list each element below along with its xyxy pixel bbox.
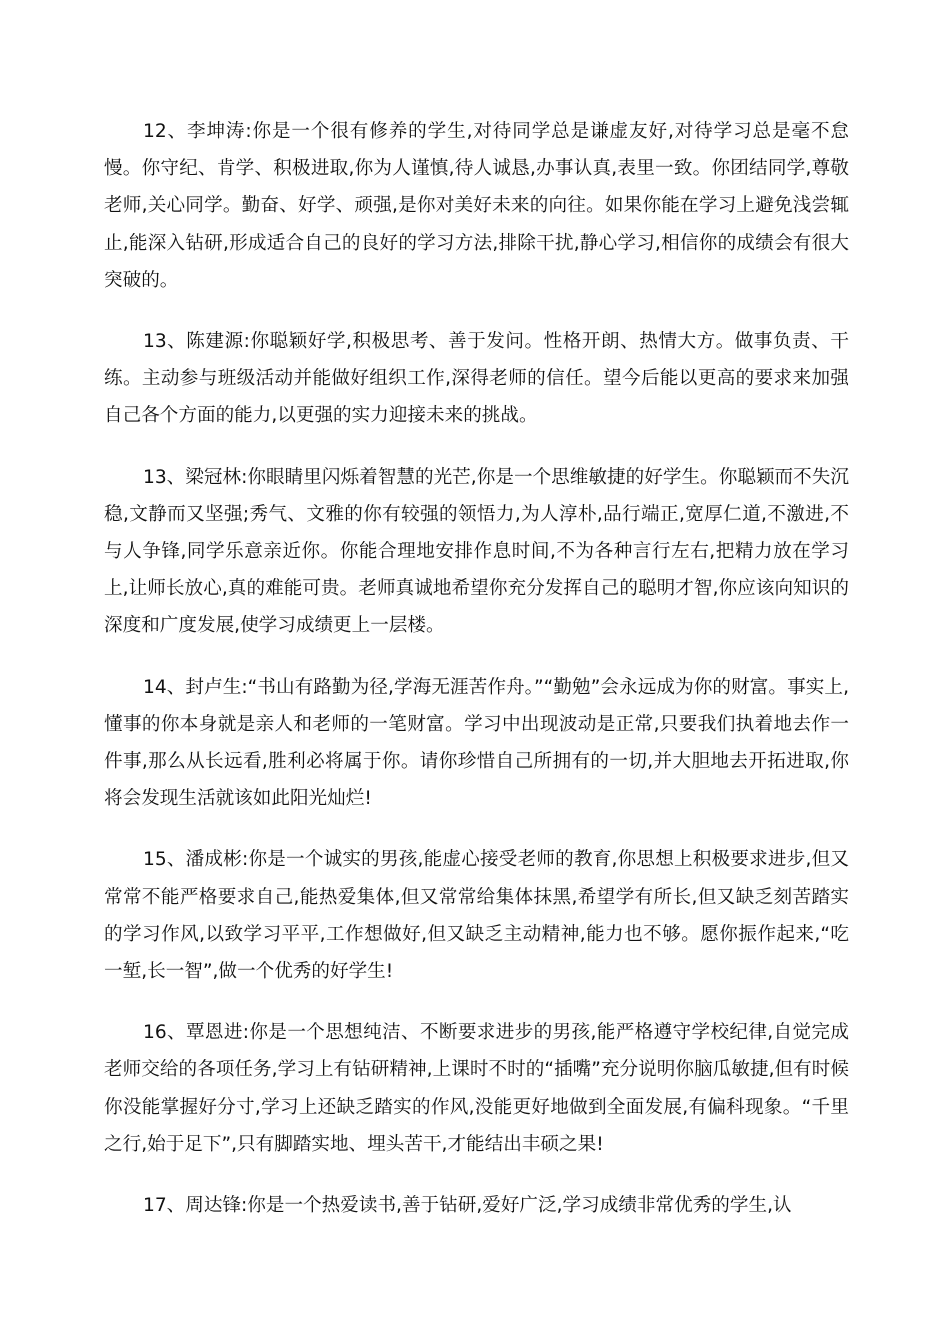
comment-paragraph-chen-jianyuan: 13、陈建源:你聪颖好学,积极思考、善于发问。性格开朗、热情大方。做事负责、干练。主动参与班级活动并能做好组织工作,深得老师的信任。望今后能以更高的要求来加强自己各个方面的能力,以更强的实力迎接未来的挑战。 (104, 331, 849, 427)
comment-paragraph-liang-guanlin: 13、梁冠林:你眼睛里闪烁着智慧的光芒,你是一个思维敏捷的好学生。你聪颖而不失沉稳,文静而又坚强;秀气、文雅的你有较强的领悟力,为人淳朴,品行端正,宽厚仁道,不激进,不与人争锋,同学乐意亲近你。你能合理地安排作息时间,不为各种言行左右,把精力放在学习上,让师长放心,真的难能可贵。老师真诚地希望你充分发挥自己的聪明才智,你应该向知识的深度和广度发展,使学习成绩更上一层楼。 (104, 466, 849, 637)
comment-paragraph-pan-chengbin: 15、潘成彬:你是一个诚实的男孩,能虚心接受老师的教育,你思想上积极要求进步,但又常常不能严格要求自己,能热爱集体,但又常常给集体抹黑,希望学有所长,但又缺乏刻苦踏实的学习作风,以致学习平平,工作想做好,但又缺乏主动精神,能力也不够。愿你振作起来,“吃一堑,长一智”,做一个优秀的好学生! (104, 849, 849, 983)
comment-paragraph-qin-enjin: 16、覃恩进:你是一个思想纯洁、不断要求进步的男孩,能严格遵守学校纪律,自觉完成老师交给的各项任务,学习上有钻研精神,上课时不时的“插嘴”充分说明你脑瓜敏捷,但有时候你没能掌握好分寸,学习上还缺乏踏实的作风,没能更好地做到全面发展,有偏科现象。“千里之行,始于足下”,只有脚踏实地、埋头苦干,才能结出丰硕之果! (104, 1022, 849, 1155)
document-page (104, 113, 849, 1248)
comment-paragraph-li-kuntao: 12、李坤涛:你是一个很有修养的学生,对待同学总是谦虚友好,对待学习总是毫不怠慢。你守纪、肯学、积极进取,你为人谨慎,待人诚恳,办事认真,表里一致。你团结同学,尊敬老师,关心同学。勤奋、好学、顽强,是你对美好未来的向往。如果你能在学习上避免浅尝辄止,能深入钻研,形成适合自己的良好的学习方法,排除干扰,静心学习,相信你的成绩会有很大突破的。 (104, 121, 849, 291)
comment-paragraph-feng-lusheng: 14、封卢生:“书山有路勤为径,学海无涯苦作舟。”“勤勉”会永远成为你的财富。事实上,懂事的你本身就是亲人和老师的一笔财富。学习中出现波动是正常,只要我们执着地去作一件事,那么从长远看,胜利必将属于你。请你珍惜自己所拥有的一切,并大胆地去开拓进取,你将会发现生活就该如此阳光灿烂! (104, 676, 849, 810)
comment-paragraph-zhou-dafeng: 17、周达锋:你是一个热爱读书,善于钻研,爱好广泛,学习成绩非常优秀的学生,认 (143, 1195, 792, 1217)
